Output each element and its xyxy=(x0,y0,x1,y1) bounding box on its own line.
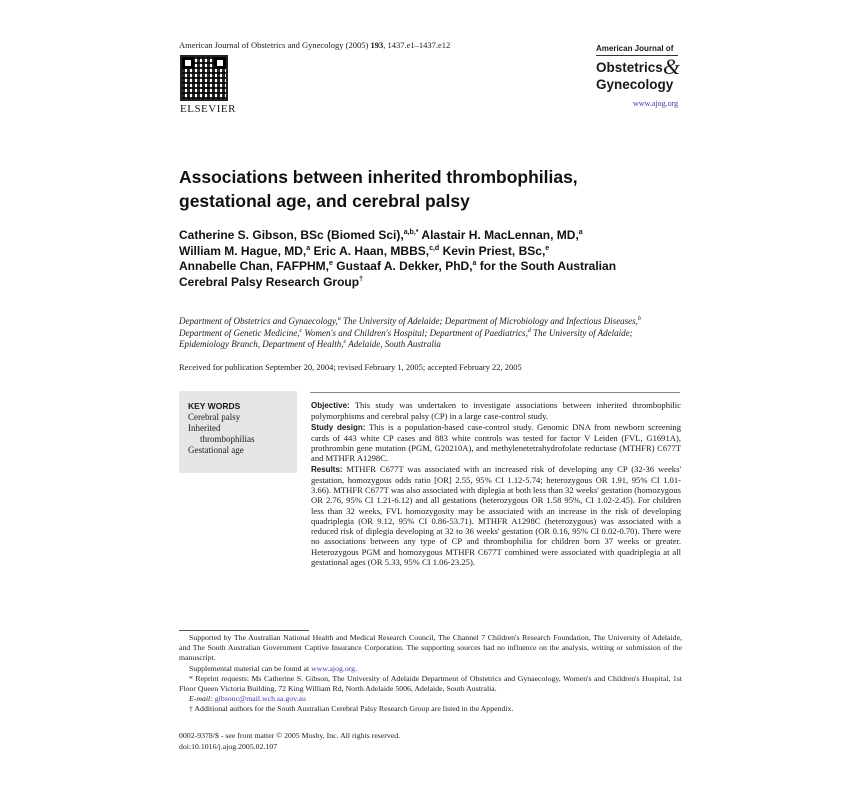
affiliations: Department of Obstetrics and Gynaecology,$^a$ The University of Adelaide; Department of Microbiology and Infectious Diseases,$^b$ Department of Genetic Medicine,$^c$ Women's and Children's Hospital; Department of Paediatrics,$^d$ The University of Adelaide; Epidemiology Branch, Department of Health,$^e$ Adelaide, South Australia xyxy=(179,316,641,350)
footnote-email: E-mail: gibsonc@mail.wch.sa.gov.au xyxy=(189,694,306,704)
abstract-objective: Objective: This study was undertaken to investigate associations between inherited thrombophilic polymorphisms and cerebral palsy (CP) in a large case-control study. xyxy=(311,400,681,422)
author: Catherine S. Gibson, BSc (Biomed Sci),$^{a,b,*}$ xyxy=(179,228,419,242)
abstract xyxy=(311,400,681,567)
abstract-study-design: Study design: This is a population-based case-control study. Genomic DNA from newborn screening cards of 443 white CP cases and 883 white controls was tested for factor V Leiden (FVL, G1691A), prothrombin gene mutation (PGM, G20210A), and methylenetetrahydrofolate reductase (MTHFR) C677T and MTHFR A1298C. xyxy=(311,421,682,464)
journal-url-link[interactable]: www.ajog.org xyxy=(633,99,679,108)
keywords-box xyxy=(179,391,297,473)
keyword-item: Inherited xyxy=(188,423,221,433)
keyword-item: thrombophilias xyxy=(200,434,255,444)
issn-line: 0002-9378/$ - see front matter © 2005 Mosby, Inc. All rights reserved. xyxy=(179,731,401,740)
doi-line: doi:10.1016/j.ajog.2005.02.107 xyxy=(179,741,278,751)
article-title xyxy=(179,165,649,213)
email-link[interactable]: gibsonc@mail.wch.sa.gov.au xyxy=(214,694,306,704)
author: William M. Hague, MD,$^a$ xyxy=(179,243,311,258)
journal-logo-line3: Gynecology xyxy=(596,77,674,92)
keywords-title: KEY WORDS xyxy=(188,401,241,411)
copyright-block xyxy=(179,731,400,752)
author: Kevin Priest, BSc,$^e$ xyxy=(442,243,550,258)
journal-citation-text: American Journal of Obstetrics and Gynecology (2005) xyxy=(179,40,371,50)
received-dates: Received for publication September 20, 2004; revised February 1, 2005; accepted February 22, 2005 xyxy=(179,362,522,372)
footnote-supplemental: Supplemental material can be found at www.ajog.org. xyxy=(189,663,358,673)
footnote-rule xyxy=(179,630,309,631)
journal-citation xyxy=(179,40,450,50)
author: Eric A. Haan, MBBS,$^{c,d}$ xyxy=(313,243,440,258)
footnotes xyxy=(179,633,682,715)
footnote-additional: † Additional authors for the South Australian Cerebral Palsy Research Group are listed in the Appendix. xyxy=(189,704,514,714)
abstract-results: Results: MTHFR C677T was associated with an increased risk of developing any CP (32-36 weeks' gestation, homozygous odds ratio [OR] 2.55, 95% CI 1.12-5.74; heterozygous OR 1.91, 95% CI 1.01-3.66). MTHFR C677T was also associated with diplegia at both less than 32 weeks' gestation (homozygous OR 2.76, 95% CI 1.21-6.12) and all gestations (heterozygous OR 1.58 95%, CI 1.02-2.45). For children less than 32 weeks, FVL homozygosity may be associated with an increase in the risk of developing quadriplegia (OR 9.12, 95% CI 0.86-53.71). MTHFR A1298C (heterozygous) was associated with a reduced risk of diplegia developing at 32 to 36 weeks' gestation (OR 0.16, 95% CI 0.02-0.70). There were no associations between any type of CP and thrombophilia for children born 37 weeks or greater. Heterozygous PGM and homozygous MTHFR C677T combined were associated with quadriplegia at all gestational ages (OR 5.33, 95% CI 1.06-23.25). xyxy=(311,463,681,567)
keyword-item: Cerebral palsy xyxy=(188,412,241,422)
author-list xyxy=(179,228,649,290)
title-line: gestational age, and cerebral palsy xyxy=(179,191,470,211)
author: Alastair H. MacLennan, MD,$^a$ xyxy=(421,228,583,242)
author: for the South Australian Cerebral Palsy Research Group† xyxy=(179,259,617,289)
supplemental-link[interactable]: www.ajog.org xyxy=(311,663,356,673)
author: Gustaaf A. Dekker, PhD,$^a$ xyxy=(336,259,477,273)
journal-logo xyxy=(596,44,686,110)
publisher-logo: ELSEVIER xyxy=(180,103,236,115)
abstract-rule xyxy=(310,392,680,393)
journal-volume: 193 xyxy=(370,40,384,50)
footnote-reprint: * Reprint requests: Ms Catherine S. Gibson, The University of Adelaide Department of Obstetrics and Gynaecology, Women's and Children's Hospital, 1st Floor Queen Victoria Building, 72 King William Rd, North Adelaide 5006, Adelaide, South Australia. xyxy=(179,673,682,694)
author: Annabelle Chan, FAFPHM,$^e$ xyxy=(179,259,333,273)
title-line: Associations between inherited thrombophilias, xyxy=(179,167,578,187)
qr-code-icon xyxy=(180,55,228,101)
journal-logo-line2: Obstetrics xyxy=(596,60,663,75)
journal-pages: , 1437.e1–1437.e12 xyxy=(383,40,451,50)
journal-logo-line1: American Journal of xyxy=(596,44,674,53)
journal-logo-ampersand: & xyxy=(663,54,681,79)
keyword-item: Gestational age xyxy=(188,445,244,455)
footnote-support: Supported by The Australian National Health and Medical Research Council, The Channel 7 Children's Research Foundation, The University of Adelaide, and The South Australian Government Captive Insurance Corporation. The supporting sources had no influence on the analysis, writing or submission of the manuscript. xyxy=(179,633,682,663)
